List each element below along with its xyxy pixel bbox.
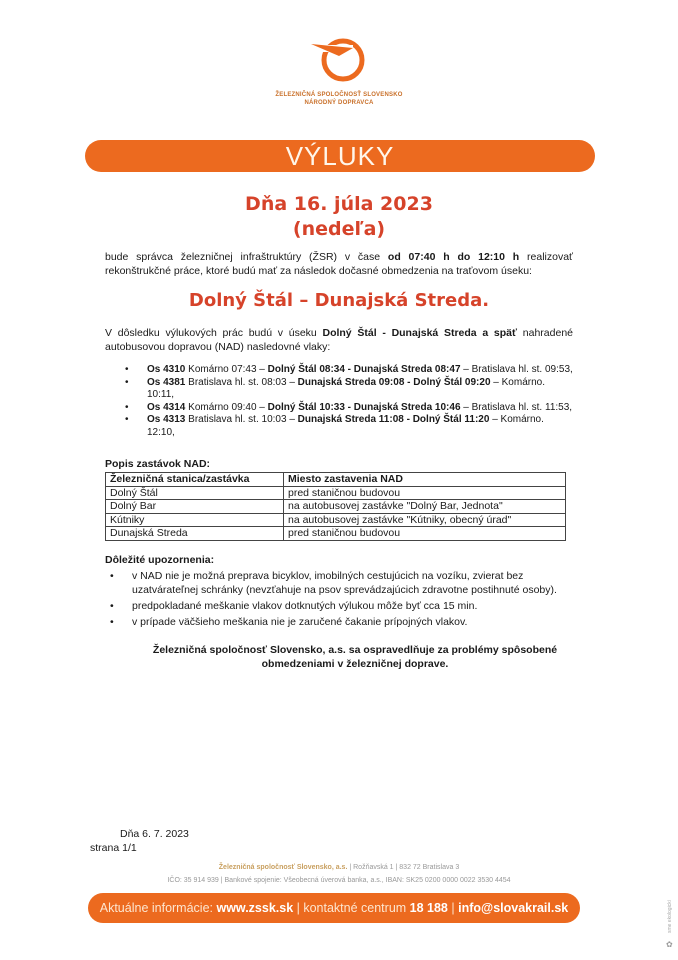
date-heading: Dňa 16. júla 2023	[245, 193, 433, 215]
contact-banner: Aktuálne informácie: www.zssk.sk | kontaktné centrum 18 188 | info@slovakrail.sk	[88, 893, 580, 923]
notices-title: Dôležité upozornenia:	[105, 553, 215, 566]
consequence-text-end: nahradené autobusovou dopravou (NAD) nasledovné vlaky:	[105, 327, 573, 353]
eco-watermark: sme ekologickí	[667, 899, 673, 933]
train-item: • Os 4313 Bratislava hl. st. 10:03 – Dunajská Streda 11:08 - Dolný Štál 11:20 – Komárno. 12:10,	[125, 414, 573, 439]
intro-time: od 07:40 h do 12:10 h	[387, 251, 520, 263]
table-row: Dunajská Streda pred staničnou budovou	[106, 527, 566, 541]
website-link[interactable]: www.zssk.sk	[216, 901, 294, 915]
logo-icon	[309, 36, 369, 86]
logo-line1: ŽELEZNIČNÁ SPOLOČNOSŤ SLOVENSKO	[275, 92, 403, 98]
notice-item: • predpokladané meškanie vlakov dotknutých výlukou môže byť cca 15 min.	[110, 599, 573, 613]
table-row: Dolný Bar na autobusovej zastávke "Dolný Bar, Jednota"	[106, 500, 566, 514]
logo-line2: NÁRODNÝ DOPRAVCA	[304, 100, 374, 106]
zssk-logo	[269, 36, 409, 107]
weekday-heading: (nedeľa)	[292, 218, 386, 240]
footer-address: Železničná spoločnosť Slovensko, a.s. | Rožňavská 1 | 832 72 Bratislava 3	[218, 864, 460, 871]
intro-paragraph	[105, 250, 573, 278]
train-item: • Os 4381 Bratislava hl. st. 08:03 – Dunajská Streda 09:08 - Dolný Štál 09:20 – Komárno. 10:11,	[125, 377, 573, 402]
table-row: Dolný Štál pred staničnou budovou	[106, 486, 566, 500]
intro-text: bude správca železničnej infraštruktúry (ŽSR) v čase	[105, 251, 388, 263]
consequence-paragraph	[105, 326, 573, 354]
train-item: • Os 4310 Komárno 07:43 – Dolný Štál 08:34 - Dunajská Streda 08:47 – Bratislava hl. st. 09:53,	[125, 364, 573, 377]
route-heading: Dolný Štál – Dunajská Streda.	[188, 290, 490, 311]
train-item: • Os 4314 Komárno 09:40 – Dolný Štál 10:33 - Dunajská Streda 10:46 – Bratislava hl. st. 11:53,	[125, 402, 573, 415]
email-link[interactable]: info@slovakrail.sk	[458, 901, 569, 915]
phone-number: 18 188	[409, 901, 448, 915]
notice-body	[105, 192, 573, 671]
train-list	[125, 364, 573, 439]
notices-list	[110, 569, 573, 629]
footer-ids: IČO: 35 914 939 | Bankové spojenie: Všeobecná úverová banka, a.s., IBAN: SK25 0200 0000 0022 3530 4454	[167, 877, 511, 884]
issued-date: Dňa 6. 7. 2023	[120, 828, 189, 840]
apology-text: Železničná spoločnosť Slovensko, a.s. sa ospravedlňuje za problémy spôsobené obmedzeniami v železničnej doprave.	[152, 643, 558, 670]
notice-item: • v prípade väčšieho meškania nie je zaručené čakanie prípojných vlakov.	[110, 615, 573, 629]
consequence-section: Dolný Štál - Dunajská Streda a späť	[322, 327, 518, 339]
table-row: Kútniky na autobusovej zastávke "Kútniky, obecný úrad"	[106, 513, 566, 527]
gear-icon: ✿	[666, 940, 673, 949]
consequence-text: V dôsledku výlukových prác budú v úseku	[105, 327, 323, 339]
title-banner: VÝLUKY	[85, 140, 595, 172]
stops-table	[105, 472, 566, 541]
stops-title: Popis zastávok NAD:	[105, 458, 211, 470]
page-number: strana 1/1	[90, 842, 137, 854]
notice-item: • v NAD nie je možná preprava bicyklov, imobilných cestujúcich na vozíku, zvierat bez uzatvárateľnej schránky (nevzťahuje na psov sprevádzajúcich zdravotne postihnuté osoby).	[110, 569, 573, 597]
intro-text-end: realizovať rekonštrukčné práce, ktoré budú mať za následok dočasné obmedzenia na traťovom úseku:	[105, 251, 573, 277]
table-header: Železničná stanica/zastávka Miesto zastavenia NAD	[106, 473, 566, 487]
